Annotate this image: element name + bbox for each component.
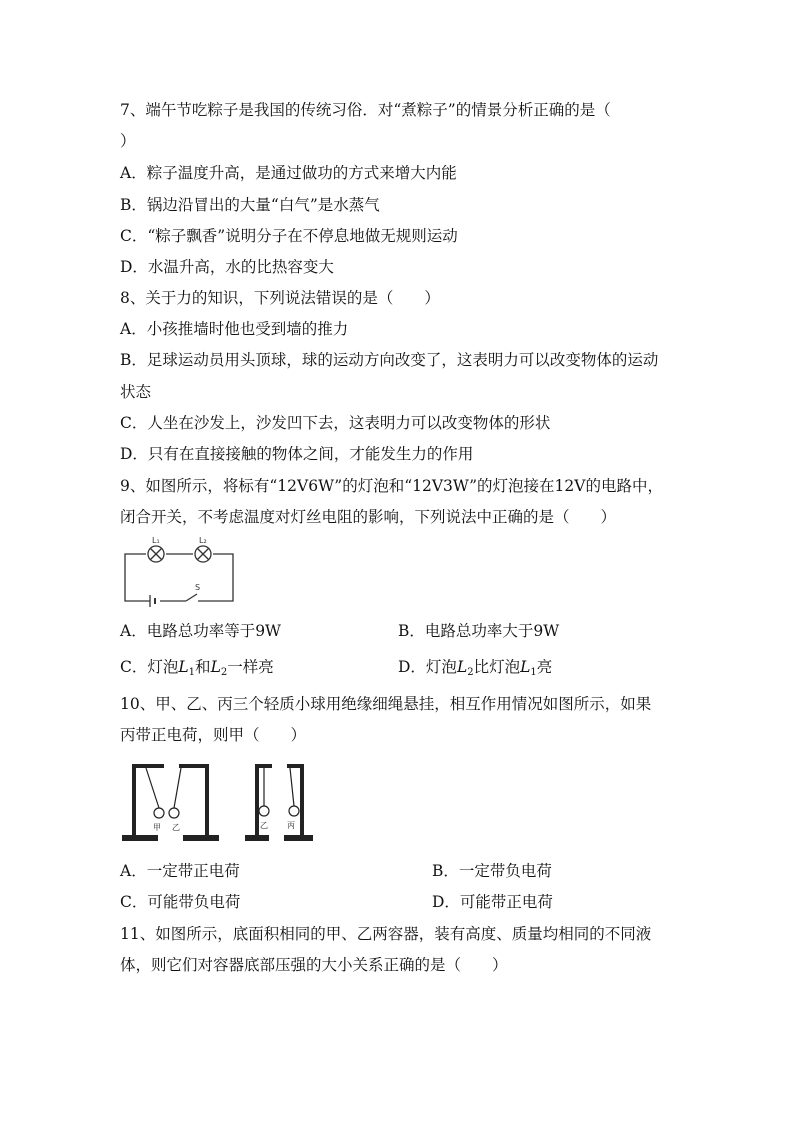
- q9-figure-label-s: S: [195, 583, 201, 592]
- q8-option-c: C．人坐在沙发上，沙发凹下去，这表明力可以改变物体的形状: [120, 414, 551, 432]
- q9-option-c: [120, 657, 274, 683]
- q10-ball-figure: [120, 760, 320, 845]
- q9-option-c-lamp2-sub: 2: [220, 667, 228, 678]
- q9-stem-line1: 9、如图所示，将标有“12V6W”的灯泡和“12V3W”的灯泡接在12V的电路中，: [120, 477, 663, 495]
- q7-option-a: A．粽子温度升高，是通过做功的方式来增大内能: [120, 164, 457, 182]
- q10-figure-label-jia: 甲: [153, 823, 161, 832]
- q8-option-b-line1: B．足球运动员用头顶球，球的运动方向改变了，这表明力可以改变物体的运动: [120, 351, 659, 369]
- q9-option-d-lamp1-sub: 1: [530, 667, 537, 678]
- q9-option-c-post: 一样亮: [227, 658, 274, 676]
- q9-option-c-mid: 和: [195, 658, 211, 676]
- q9-circuit-figure: [120, 536, 240, 608]
- q9-option-d: [398, 657, 552, 683]
- q7-option-d: D．水温升高，水的比热容变大: [120, 258, 334, 276]
- q8-option-b-line2: 状态: [120, 383, 152, 401]
- q10-option-b: B．一定带负电荷: [432, 862, 552, 880]
- q9-option-d-lamp2-sub: 2: [467, 667, 474, 678]
- q9-option-c-lamp2: L: [210, 658, 221, 676]
- q11-stem-line1: 11、如图所示，底面积相同的甲、乙两容器，装有高度、质量均相同的不同液: [120, 925, 652, 943]
- q9-option-b: B．电路总功率大于9W: [398, 622, 560, 640]
- q9-stem-line2: 闭合开关，不考虑温度对灯丝电阻的影响，下列说法中正确的是（ ）: [120, 508, 617, 526]
- q9-option-d-post: 亮: [536, 658, 553, 676]
- q10-option-d: D．可能带正电荷: [432, 893, 553, 911]
- q9-option-d-lamp1: L: [520, 658, 531, 676]
- q10-figure-label-bing: 丙: [287, 821, 295, 830]
- q7-stem-line1: 7、端午节吃粽子是我国的传统习俗．对“煮粽子”的情景分析正确的是（: [120, 101, 611, 119]
- q9-figure-label-l1: L₁: [152, 536, 160, 545]
- q8-option-a: A．小孩推墙时他也受到墙的推力: [120, 320, 349, 338]
- q9-option-c-lamp1-sub: 1: [188, 667, 196, 678]
- q9-option-a: A．电路总功率等于9W: [120, 622, 281, 640]
- q10-figure-label-yi-left: 乙: [172, 823, 180, 832]
- q9-option-d-mid: 比灯泡: [473, 658, 521, 676]
- q10-figure-label-yi-right: 乙: [260, 821, 268, 830]
- q10-stem-line1: 10、甲、乙、丙三个轻质小球用绝缘细绳悬挂，相互作用情况如图所示，如果: [120, 695, 652, 713]
- q11-stem-line2: 体，则它们对容器底部压强的大小关系正确的是（ ）: [120, 956, 508, 974]
- q9-option-d-text: D．灯泡: [398, 658, 457, 676]
- q9-option-d-lamp2: L: [456, 658, 468, 676]
- q10-option-c: C．可能带负电荷: [120, 893, 241, 911]
- q9-option-c-lamp1: L: [178, 658, 189, 676]
- q8-stem-line1: 8、关于力的知识，下列说法错误的是（ ）: [120, 289, 440, 307]
- q7-option-b: B．锅边沿冒出的大量“白气”是水蒸气: [120, 196, 380, 214]
- q9-figure-label-l2: L₂: [199, 536, 207, 545]
- q8-option-d: D．只有在直接接触的物体之间，才能发生力的作用: [120, 445, 474, 463]
- q10-stem-line2: 丙带正电荷，则甲（ ）: [120, 726, 307, 744]
- q7-option-c: C．“粽子飘香”说明分子在不停息地做无规则运动: [120, 227, 458, 245]
- q7-stem-line2: ）: [120, 132, 136, 150]
- q9-option-c-text: C．灯泡: [120, 658, 179, 676]
- q10-option-a: A．一定带正电荷: [120, 862, 240, 880]
